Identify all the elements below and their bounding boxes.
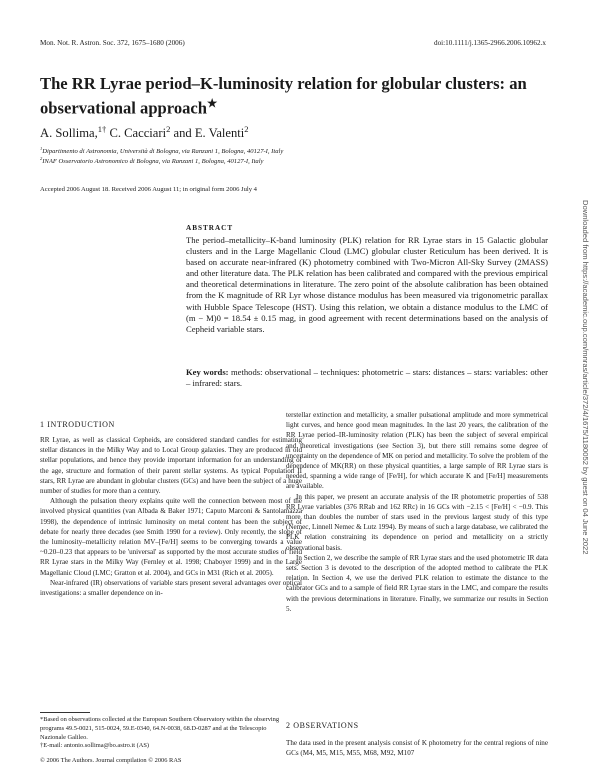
affiliation-mark: 1 xyxy=(40,146,43,151)
doi: doi:10.1111/j.1365-2966.2006.10962.x xyxy=(433,39,546,47)
section-heading-observations: 2 OBSERVATIONS xyxy=(286,721,359,730)
download-watermark-text: Downloaded from https://academic.oup.com/mnras/article/372/4/1675/1180052 by guest on 04 June 2022 xyxy=(581,200,590,555)
affiliation xyxy=(40,156,263,165)
copyright-notice: © 2006 The Authors. Journal compilation © 2006 RAS xyxy=(40,757,182,764)
keywords-label: Key words: xyxy=(186,367,229,377)
author-list xyxy=(40,124,249,141)
abstract-text: The period–metallicity–K-band luminosity (PLK) relation for RR Lyrae stars in 15 Galactic globular clusters and in the Large Magellanic Cloud (LMC) globular cluster Reticulum has been derived. It is based on accurate near-infrared (K) photometry combined with Two-Micron All-Sky Survey (2MASS) and other literature data. The PLK relation has been calibrated and compared with the previous empirical and theoretical determinations in literature. The zero point of the absolute calibration has been obtained from the K magnitude of RR Lyr whose distance modulus has been measured via trigonometric parallax with Hubble Space Telescope (HST). Using this relation, we obtain a distance modulus to the LMC of (m − M)0 = 18.54 ± 0.15 mag, in good agreement with recent determinations based on the analysis of Cepheid variable stars. xyxy=(186,235,548,334)
affiliation-text: Dipartimento di Astronomia, Università di Bologna, via Ranzani 1, Bologna, 40127-I, Italy xyxy=(42,148,284,156)
download-watermark xyxy=(578,200,592,620)
affiliation-mark: 2 xyxy=(40,156,43,161)
author-name: A. Sollima, xyxy=(40,126,98,141)
paragraph: In Section 2, we describe the sample of RR Lyrae stars and the used photometric IR data sets. Section 3 is devoted to the description of the adopted method to calibrate the PLK relation. In Section 4, we use the derived PLK relation to estimate the distance to the calibrator GCs and to a sample of field RR Lyrae stars in the LMC, and compare the results with the previous determinations in literature. Finally, we summarize our results in Section 5. xyxy=(286,553,548,613)
footnote: *Based on observations collected at the European Southern Observatory within the observing programs 49.5-0021, 515-0024, 59.E-0340, 64.N-0038, 68.D-0287 and at the Telescopio Nazionale Galileo. xyxy=(40,716,280,741)
right-column xyxy=(286,410,548,614)
author-name: C. Cacciari xyxy=(109,126,167,141)
paragraph: In this paper, we present an accurate analysis of the IR photometric properties of 538 RR Lyrae variables (376 RRab and 162 RRc) in 16 GCs with −2.15 < [Fe/H] < −0.9. This more than doubles the number of stars used in the previous largest study of this type (Nemec, Linnell Nemec & Lutz 1994). By means of such a large database, we calibrated the PLK relation constraining its dependence on period and metallicity on a strictly observational basis. xyxy=(286,492,548,552)
title-star-mark: ★ xyxy=(207,98,218,110)
section-heading-introduction: 1 INTRODUCTION xyxy=(40,420,115,429)
keywords xyxy=(186,367,548,389)
title-text: The RR Lyrae period–K-luminosity relation for globular clusters: an observational approach xyxy=(40,74,527,118)
author-mark: 2 xyxy=(244,124,249,134)
paper-title xyxy=(40,74,550,119)
submission-dates: Accepted 2006 August 18. Received 2006 August 11; in original form 2006 July 4 xyxy=(40,186,257,193)
paragraph: terstellar extinction and metallicity, a smaller pulsational amplitude and more symmetrical light curves, and hence good mean magnitudes. In the last 20 years, the calibration of the RR Lyrae period–IR-luminosity relation (PLK) has been the subject of several empirical and theoretical investigations (see Section 3), but there still remains some degree of uncertainty on the dependence of MK on period and metallicity. To solve the problem of the dependence of MK(RR) on these physical quantities, a large sample of RR Lyrae stars is needed, spanning a wide range of [Fe/H], for which accurate K and [Fe/H] measurements are available. xyxy=(286,411,548,491)
author-mark: 1† xyxy=(97,124,107,134)
footnotes xyxy=(40,716,280,751)
journal-citation: Mon. Not. R. Astron. Soc. 372, 1675–1680 (2006) xyxy=(40,39,185,47)
affiliation xyxy=(40,146,283,155)
author-name: and E. Valenti xyxy=(173,126,245,141)
paragraph: Near-infrared (IR) observations of variable stars present several advantages over optical investigations: a smaller dependence on in- xyxy=(40,578,302,598)
author-mark: 2 xyxy=(166,124,171,134)
footnote: †E-mail: antonio.sollima@bo.astro.it (AS) xyxy=(40,742,150,750)
observations-text xyxy=(286,738,548,758)
paragraph: Although the pulsation theory explains quite well the connection between most of the involved physical quantities (van Albada & Baker 1971; Caputo Marconi & Santolamazza 1998), the dependence of intrinsic luminosity on metal content has been the subject of debate for nearly three decades (see Smith 1990 for a review). Only recently, the slope of the luminosity–metallicity relation MV–[Fe/H] seems to be converging towards a value ~0.20–0.23 that appears to be 'universal' as supported by the most accurate studies of field RR Lyrae stars in the Milky Way (Fernley et al. 1998; Chaboyer 1999) and in the Large Magellanic Cloud (LMC; Gratton et al. 2004), and GCs in M31 (Rich et al. 2005). xyxy=(40,497,302,577)
left-column xyxy=(40,435,302,598)
footnote-divider xyxy=(40,712,90,713)
paragraph: RR Lyrae, as well as classical Cepheids, are considered standard candles for estimating stellar distances in the Milky Way and to Local Group galaxies. They are produced in old stellar populations, and hence they provide important information for an understanding of the age, structure and formation of their parent stellar systems. As typical Population II stars, RR Lyrae are abundant in globular clusters (GCs) and have been the subject of a huge number of studies for more than a century. xyxy=(40,436,302,496)
keywords-text: methods: observational – techniques: photometric – stars: distances – stars: variables: other – infrared: stars. xyxy=(186,367,548,389)
abstract-heading: ABSTRACT xyxy=(186,224,234,232)
affiliation-text: INAF Osservatorio Astronomico di Bologna, via Ranzani 1, Bologna, 40127-I, Italy xyxy=(42,158,264,166)
paragraph: The data used in the present analysis consist of K photometry for the central regions of nine GCs (M4, M5, M15, M55, M68, M92, M107 xyxy=(286,739,548,758)
